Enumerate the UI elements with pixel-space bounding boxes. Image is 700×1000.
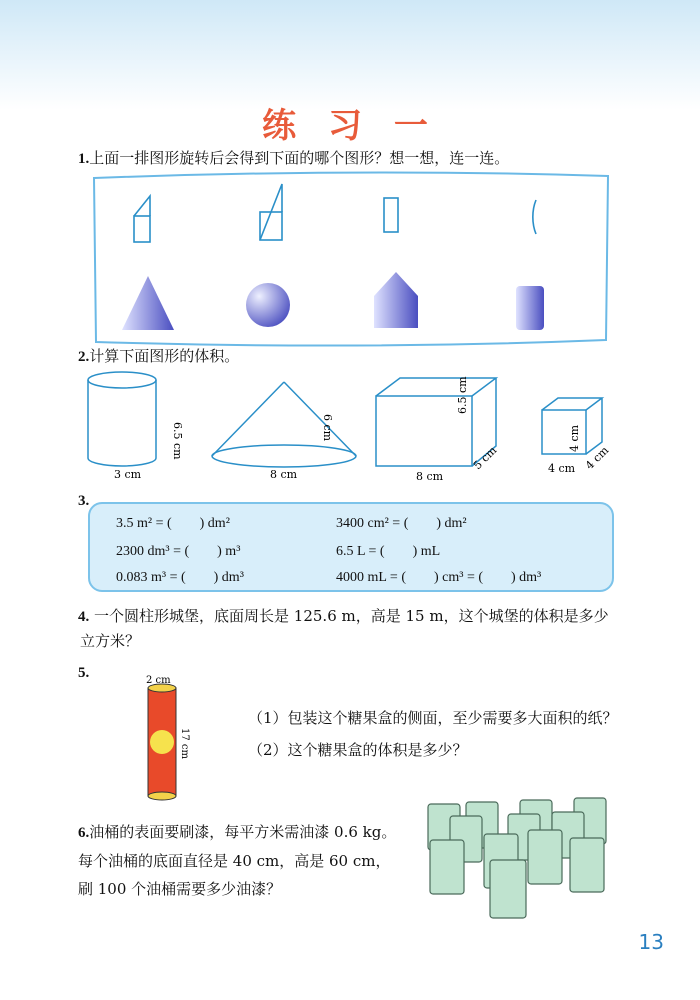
conversion-right-1: 3400 cm² = ( ) dm² xyxy=(336,516,467,531)
cube-edge-a-label: 4 cm xyxy=(548,462,576,475)
conversion-left-1: 3.5 m² = ( ) dm² xyxy=(116,516,230,531)
box-width-label: 5 cm xyxy=(470,443,500,473)
cyl-height-label: 6.5 cm xyxy=(171,422,184,460)
question-number: 3. xyxy=(78,493,90,509)
question-5 xyxy=(78,660,89,685)
candy-box-figure xyxy=(136,672,206,804)
candy-box-diameter-label: 2 cm xyxy=(146,675,171,686)
question-text-line-1: 一个圆柱形城堡，底面周长是 125.6 m，高是 15 m，这个城堡的体积是多少 xyxy=(94,607,609,625)
box-length-label: 8 cm xyxy=(416,470,444,483)
box-height-label: 6.5 cm xyxy=(456,376,469,414)
question-number: 2. xyxy=(78,349,90,365)
cone-diameter-label: 8 cm xyxy=(270,468,298,481)
conversion-left-2: 2300 dm³ = ( ) m³ xyxy=(116,544,241,559)
candy-box-height-label: 17 cm xyxy=(179,728,190,759)
conversion-left-3: 0.083 m³ = ( ) dm³ xyxy=(116,570,244,585)
question-5-sub-1: （1）包装这个糖果盒的侧面，至少需要多大面积的纸？ xyxy=(248,709,618,727)
question-6 xyxy=(78,818,396,903)
question-text: 上面一排图形旋转后会得到下面的哪个图形？想一想，连一连。 xyxy=(89,149,510,167)
question-text: 计算下面图形的体积。 xyxy=(89,347,240,365)
cone-height-label: 6 cm xyxy=(321,414,334,442)
question-number: 1. xyxy=(78,151,90,167)
question-text-line-2: 立方米？ xyxy=(80,632,141,650)
conversion-right-2: 6.5 L = ( ) mL xyxy=(336,544,441,559)
question-text-line-1: 油桶的表面要刷漆，每平方米需油漆 0.6 kg。 xyxy=(89,823,397,841)
question-text-line-2: 每个油桶的底面直径是 40 cm，高是 60 cm， xyxy=(78,852,391,870)
question-5-sub-2: （2）这个糖果盒的体积是多少？ xyxy=(248,741,468,759)
question-text-line-3: 刷 100 个油桶需要多少油漆？ xyxy=(78,880,282,898)
page-number: 13 xyxy=(638,930,664,954)
oil-barrels-figure xyxy=(420,794,620,924)
cube-edge-c-label: 4 cm xyxy=(568,424,581,452)
cyl-diameter-label: 3 cm xyxy=(114,468,142,481)
conversion-right-3: 4000 mL = ( ) cm³ = ( ) dm³ xyxy=(336,570,542,585)
question-number: 4. xyxy=(78,609,90,625)
rotation-figure-panel xyxy=(88,168,618,348)
header-band xyxy=(0,0,700,110)
volume-figures xyxy=(80,366,640,486)
page-title: 练 习 一 xyxy=(262,106,438,146)
question-number: 6. xyxy=(78,825,90,841)
cube-edge-b-label: 4 cm xyxy=(582,443,612,473)
question-3 xyxy=(78,488,89,513)
question-number: 5. xyxy=(78,665,90,681)
question-4 xyxy=(78,604,658,653)
